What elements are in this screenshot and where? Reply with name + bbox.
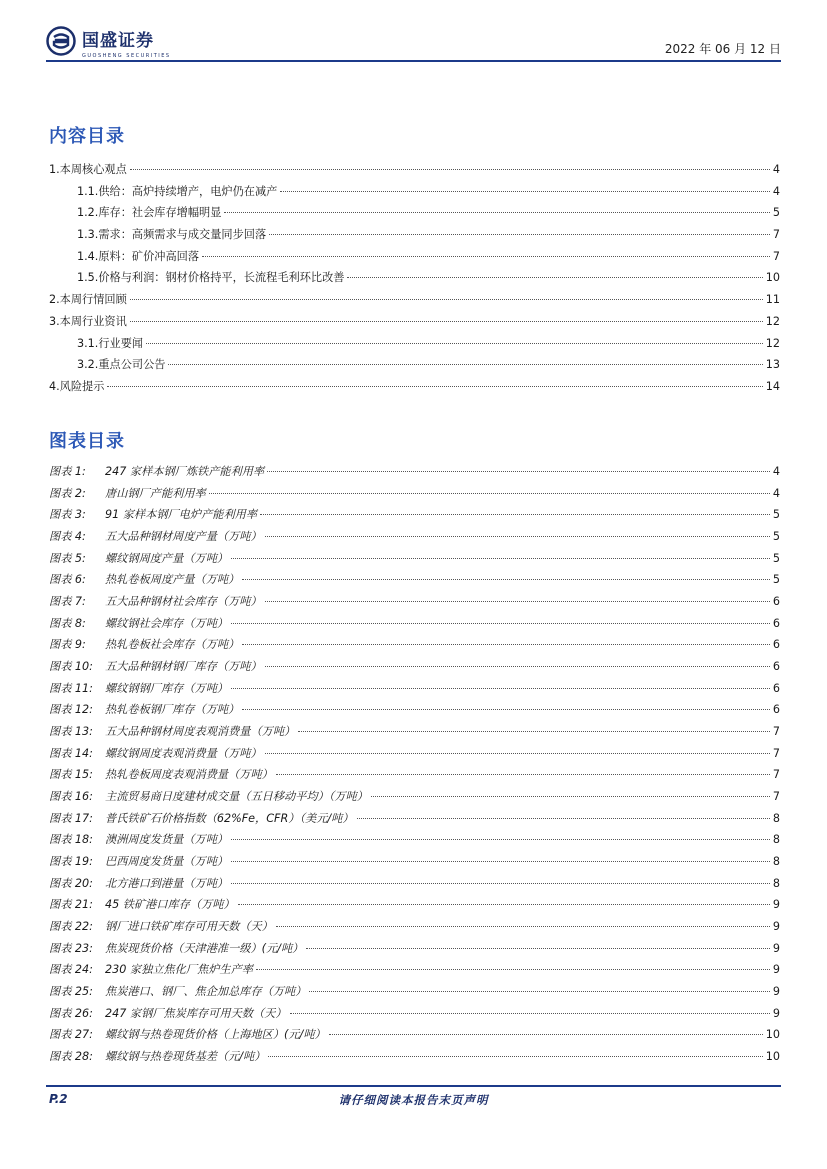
brand-subtitle: GUOSHENG SECURITIES xyxy=(82,53,171,59)
figure-entry-page: 9 xyxy=(772,963,780,977)
dot-leader xyxy=(280,190,770,192)
figure-entry-number: 图表 22: xyxy=(49,920,93,934)
dot-leader xyxy=(256,968,770,970)
figure-entry-number: 图表 3: xyxy=(49,508,86,522)
figure-entry-number: 图表 8: xyxy=(49,616,86,630)
figure-entry-page: 8 xyxy=(772,876,780,890)
figure-entry-page: 6 xyxy=(772,595,780,609)
figure-entry-number: 图表 20: xyxy=(49,876,93,890)
figure-entry-number: 图表 17: xyxy=(49,811,93,825)
figure-entry[interactable] xyxy=(49,1003,780,1025)
dot-leader xyxy=(276,925,770,927)
figure-entry-page: 5 xyxy=(772,573,780,587)
figure-entry-number: 图表 23: xyxy=(49,941,93,955)
page-header xyxy=(46,22,781,62)
brand-logo-icon xyxy=(46,26,76,56)
figure-entry-title: 钢厂进口铁矿库存可用天数（天） xyxy=(105,920,273,934)
toc-entry[interactable] xyxy=(49,181,780,203)
figure-entry-title: 主流贸易商日度建材成交量（五日移动平均）（万吨） xyxy=(105,790,368,804)
figure-entry-page: 6 xyxy=(772,638,780,652)
dot-leader xyxy=(290,1012,770,1014)
toc-entry-label: 2.本周行情回顾 xyxy=(49,293,127,307)
toc-entry-page: 12 xyxy=(765,314,780,328)
figure-entry-page: 9 xyxy=(772,1006,780,1020)
dot-leader xyxy=(209,492,770,494)
dot-leader xyxy=(276,773,770,775)
figure-entry-number: 图表 11: xyxy=(49,681,93,695)
figure-entry-title: 普氏铁矿石价格指数（62%Fe，CFR）（美元/吨） xyxy=(105,811,354,825)
figures-list xyxy=(49,461,780,1068)
figure-entry-title: 螺纹钢钢厂库存（万吨） xyxy=(105,681,229,695)
figure-entry[interactable] xyxy=(49,959,780,981)
toc-list xyxy=(49,159,780,398)
toc-entry-label: 1.3.需求：高频需求与成交量同步回落 xyxy=(77,228,267,242)
figure-entry[interactable] xyxy=(49,483,780,505)
toc-entry[interactable] xyxy=(49,224,780,246)
figure-entry[interactable] xyxy=(49,1046,780,1068)
dot-leader xyxy=(265,665,770,667)
figure-entry-title: 螺纹钢社会库存（万吨） xyxy=(105,616,229,630)
dot-leader xyxy=(298,730,770,732)
figure-entry-title: 巴西周度发货量（万吨） xyxy=(105,855,229,869)
figure-entry[interactable] xyxy=(49,1024,780,1046)
toc-entry[interactable] xyxy=(49,376,780,398)
brand-logo xyxy=(46,26,154,56)
figure-entry[interactable] xyxy=(49,569,780,591)
figure-entry[interactable] xyxy=(49,808,780,830)
figure-entry-title: 螺纹钢与热卷现货基差（元/吨） xyxy=(105,1050,266,1064)
figure-entry-title: 澳洲周度发货量（万吨） xyxy=(105,833,229,847)
dot-leader xyxy=(269,233,770,235)
figure-entry[interactable] xyxy=(49,504,780,526)
disclaimer-notice: 请仔细阅读本报告末页声明 xyxy=(338,1093,489,1107)
dot-leader xyxy=(242,643,770,645)
figure-entry-title: 焦炭现货价格（天津港准一级）(元/吨） xyxy=(105,941,304,955)
dot-leader xyxy=(224,211,769,213)
figure-entry[interactable] xyxy=(49,743,780,765)
toc-entry[interactable] xyxy=(49,289,780,311)
figure-entry[interactable] xyxy=(49,764,780,786)
toc-entry-page: 11 xyxy=(765,293,780,307)
figure-entry-title: 230 家独立焦化厂焦炉生产率 xyxy=(105,963,253,977)
header-divider xyxy=(46,60,781,62)
figure-entry-page: 8 xyxy=(772,833,780,847)
figure-entry-number: 图表 1: xyxy=(49,465,86,478)
figure-entry-page: 9 xyxy=(772,898,780,912)
figure-entry[interactable] xyxy=(49,938,780,960)
figure-entry-number: 图表 21: xyxy=(49,898,93,912)
figure-entry-title: 91 家样本钢厂电炉产能利用率 xyxy=(105,508,258,522)
figure-entry-number: 图表 27: xyxy=(49,1028,93,1042)
dot-leader xyxy=(238,903,770,905)
toc-entry-page: 10 xyxy=(765,271,780,285)
figure-entry-number: 图表 19: xyxy=(49,855,93,869)
figure-entry-number: 图表 18: xyxy=(49,833,93,847)
figure-entry-page: 10 xyxy=(765,1050,780,1064)
dot-leader xyxy=(357,817,770,819)
toc-entry-page: 7 xyxy=(772,249,780,263)
figure-entry-page: 9 xyxy=(772,985,780,999)
dot-leader xyxy=(130,320,763,322)
figure-entry-number: 图表 15: xyxy=(49,768,93,782)
toc-entry-page: 12 xyxy=(765,336,780,350)
figure-entry[interactable] xyxy=(49,916,780,938)
toc-entry[interactable] xyxy=(49,246,780,268)
figure-entry[interactable] xyxy=(49,526,780,548)
figure-entry-title: 五大品种钢材周度表观消费量（万吨） xyxy=(105,725,296,739)
figure-entry-title: 热轧卷板钢厂库存（万吨） xyxy=(105,703,240,717)
figure-entry-number: 图表 24: xyxy=(49,963,93,977)
figure-entry-number: 图表 12: xyxy=(49,703,93,717)
toc-entry-label: 3.2.重点公司公告 xyxy=(77,358,166,372)
dot-leader xyxy=(231,882,770,884)
toc-entry-page: 4 xyxy=(772,184,780,198)
figure-entry-number: 图表 14: xyxy=(49,746,93,760)
toc-entry-label: 3.本周行业资讯 xyxy=(49,314,127,328)
dot-leader xyxy=(146,342,763,344)
figure-entry-page: 7 xyxy=(772,790,780,804)
dot-leader xyxy=(231,838,770,840)
figure-entry-title: 247 家样本钢厂炼铁产能利用率 xyxy=(105,465,265,478)
figure-entry-page: 7 xyxy=(772,725,780,739)
toc-entry-label: 1.5.价格与利润：钢材价格持平，长流程毛利环比改善 xyxy=(77,271,345,285)
toc-entry-label: 1.2.库存：社会库存增幅明显 xyxy=(77,206,222,220)
dot-leader xyxy=(130,168,770,170)
brand-name: 国盛证券 xyxy=(82,30,154,51)
figure-entry-page: 4 xyxy=(772,486,780,500)
figure-entry-page: 5 xyxy=(772,530,780,544)
figure-entry-title: 247 家钢厂焦炭库存可用天数（天） xyxy=(105,1006,287,1020)
toc-title: 内容目录 xyxy=(49,126,125,147)
dot-leader xyxy=(242,578,770,580)
dot-leader xyxy=(168,363,762,365)
figure-entry[interactable] xyxy=(49,851,780,873)
figure-entry-page: 6 xyxy=(772,681,780,695)
figure-entry-page: 8 xyxy=(772,855,780,869)
figure-entry-page: 7 xyxy=(772,746,780,760)
dot-leader xyxy=(371,795,770,797)
dot-leader xyxy=(265,752,770,754)
figure-entry-page: 9 xyxy=(772,920,780,934)
dot-leader xyxy=(329,1033,763,1035)
dot-leader xyxy=(306,947,770,949)
figure-entry-page: 6 xyxy=(772,703,780,717)
dot-leader xyxy=(231,557,770,559)
toc-entry-label: 1.本周核心观点 xyxy=(49,163,127,176)
figure-entry-page: 5 xyxy=(772,551,780,565)
figure-entry-page: 4 xyxy=(772,465,780,478)
figure-entry-number: 图表 6: xyxy=(49,573,86,587)
figure-entry[interactable] xyxy=(49,613,780,635)
dot-leader xyxy=(231,860,770,862)
toc-entry[interactable] xyxy=(49,202,780,224)
figure-entry-number: 图表 2: xyxy=(49,486,86,500)
figure-entry[interactable] xyxy=(49,873,780,895)
figure-entry-title: 螺纹钢周度产量（万吨） xyxy=(105,551,229,565)
dot-leader xyxy=(231,622,770,624)
report-date: 2022 年 06 月 12 日 xyxy=(664,42,781,56)
footer-divider xyxy=(46,1085,781,1087)
figure-entry-page: 10 xyxy=(765,1028,780,1042)
figure-entry-number: 图表 13: xyxy=(49,725,93,739)
figure-entry-title: 五大品种钢材社会库存（万吨） xyxy=(105,595,262,609)
figure-entry-page: 6 xyxy=(772,616,780,630)
toc-entry-page: 5 xyxy=(772,206,780,220)
figure-entry[interactable] xyxy=(49,656,780,678)
figure-entry[interactable] xyxy=(49,699,780,721)
toc-entry[interactable] xyxy=(49,311,780,333)
toc-entry-page: 4 xyxy=(772,163,780,176)
toc-entry-label: 1.1.供给：高炉持续增产，电炉仍在减产 xyxy=(77,184,278,198)
dot-leader xyxy=(267,470,770,472)
toc-entry-label: 3.1.行业要闻 xyxy=(77,336,144,350)
figure-entry-title: 唐山钢厂产能利用率 xyxy=(105,486,206,500)
dot-leader xyxy=(347,276,762,278)
figure-entry-title: 热轧卷板周度表观消费量（万吨） xyxy=(105,768,273,782)
figure-entry-title: 北方港口到港量（万吨） xyxy=(105,876,229,890)
toc-entry-page: 7 xyxy=(772,228,780,242)
toc-entry-page: 14 xyxy=(765,379,780,393)
dot-leader xyxy=(265,600,770,602)
toc-entry[interactable] xyxy=(49,267,780,289)
figure-entry-page: 8 xyxy=(772,811,780,825)
figure-entry-title: 45 铁矿港口库存（万吨） xyxy=(105,898,235,912)
figure-entry-number: 图表 10: xyxy=(49,660,93,674)
figure-entry-title: 五大品种钢材钢厂库存（万吨） xyxy=(105,660,262,674)
dot-leader xyxy=(130,298,763,300)
dot-leader xyxy=(260,513,770,515)
figure-entry[interactable] xyxy=(49,721,780,743)
figure-entry-title: 螺纹钢与热卷现货价格（上海地区）(元/吨） xyxy=(105,1028,326,1042)
figure-entry[interactable] xyxy=(49,894,780,916)
figure-entry-number: 图表 26: xyxy=(49,1006,93,1020)
figure-entry-number: 图表 7: xyxy=(49,595,86,609)
dot-leader xyxy=(107,385,762,387)
figure-entry-number: 图表 4: xyxy=(49,530,86,544)
figure-entry[interactable] xyxy=(49,786,780,808)
toc-entry-label: 1.4.原料：矿价冲高回落 xyxy=(77,249,200,263)
figure-entry-title: 热轧卷板周度产量（万吨） xyxy=(105,573,240,587)
figure-entry-number: 图表 16: xyxy=(49,790,93,804)
figure-entry[interactable] xyxy=(49,591,780,613)
figure-entry[interactable] xyxy=(49,634,780,656)
toc-entry[interactable] xyxy=(49,354,780,376)
figure-entry-number: 图表 28: xyxy=(49,1050,93,1064)
figure-entry-number: 图表 9: xyxy=(49,638,86,652)
figure-entry-title: 螺纹钢周度表观消费量（万吨） xyxy=(105,746,262,760)
figure-entry-title: 热轧卷板社会库存（万吨） xyxy=(105,638,240,652)
dot-leader xyxy=(268,1055,762,1057)
figure-entry[interactable] xyxy=(49,461,780,483)
figure-entry[interactable] xyxy=(49,981,780,1003)
figures-title: 图表目录 xyxy=(49,431,125,452)
dot-leader xyxy=(202,255,770,257)
toc-entry[interactable] xyxy=(49,333,780,355)
toc-entry-label: 4.风险提示 xyxy=(49,379,105,393)
dot-leader xyxy=(309,990,769,992)
figure-entry[interactable] xyxy=(49,548,780,570)
figure-entry-page: 6 xyxy=(772,660,780,674)
dot-leader xyxy=(242,708,770,710)
figure-entry[interactable] xyxy=(49,678,780,700)
figure-entry-number: 图表 5: xyxy=(49,551,86,565)
figure-entry-number: 图表 25: xyxy=(49,985,93,999)
page-number: P.2 xyxy=(49,1092,68,1106)
toc-entry-page: 13 xyxy=(765,358,780,372)
figure-entry-page: 9 xyxy=(772,941,780,955)
figure-entry-page: 5 xyxy=(772,508,780,522)
figure-entry[interactable] xyxy=(49,829,780,851)
figure-entry-title: 焦炭港口、钢厂、焦企加总库存（万吨） xyxy=(105,985,307,999)
dot-leader xyxy=(231,687,770,689)
figure-entry-page: 7 xyxy=(772,768,780,782)
toc-entry[interactable] xyxy=(49,159,780,181)
figure-entry-title: 五大品种钢材周度产量（万吨） xyxy=(105,530,262,544)
dot-leader xyxy=(265,535,770,537)
